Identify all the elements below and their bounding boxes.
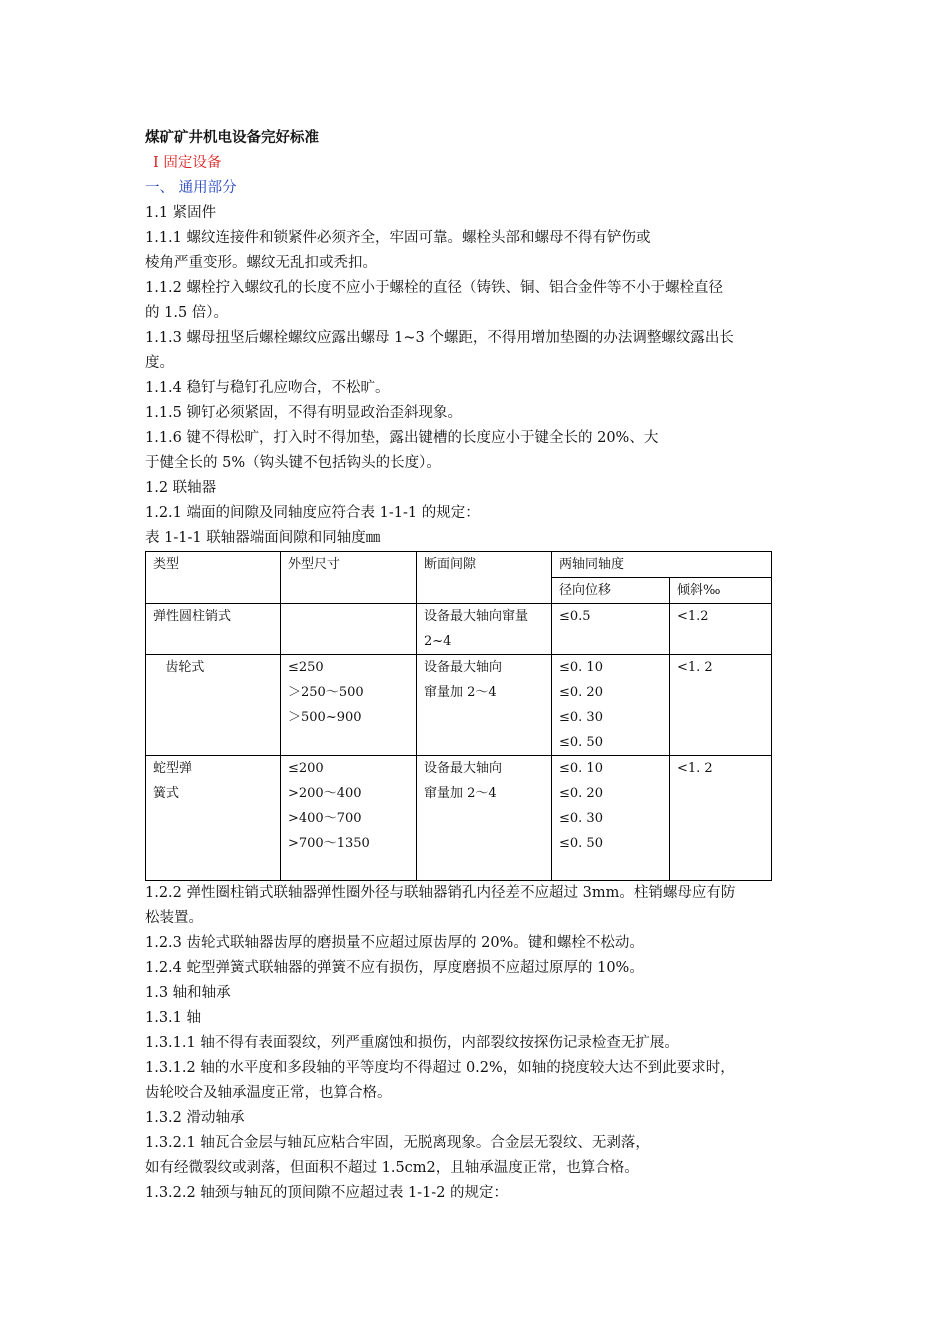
cell-text: ≤0. 50 bbox=[559, 836, 603, 851]
cell-text: ＞500~900 bbox=[288, 710, 362, 725]
cell-text: ≤0. 30 bbox=[559, 710, 603, 725]
table-row bbox=[146, 655, 772, 756]
header-radial: 径向位移 bbox=[552, 578, 670, 604]
cell-text: ≤200 bbox=[288, 761, 324, 776]
cell-text: 齿轮式 bbox=[153, 660, 205, 675]
text-line: 1.3.1.2 轴的水平度和多段轴的平等度均不得超过 0.2%，如轴的挠度较大达不到此要求时， bbox=[145, 1060, 735, 1076]
header-size: 外型尺寸 bbox=[281, 552, 417, 604]
cell-text: <1. 2 bbox=[677, 660, 713, 675]
text-line: 1.2.4 蛇型弹簧式联轴器的弹簧不应有损伤，厚度磨损不应超过原厚的 10%。 bbox=[145, 960, 644, 976]
table-row bbox=[146, 604, 772, 655]
text-line: 1.2.1 端面的间隙及同轴度应符合表 1-1-1 的规定： bbox=[145, 505, 480, 521]
table-body bbox=[146, 604, 772, 881]
cell-gap bbox=[417, 756, 552, 881]
text-line: 1.2.3 齿轮式联轴器齿厚的磨损量不应超过原齿厚的 20%。键和螺栓不松动。 bbox=[145, 935, 644, 951]
cell-text: >200～400 bbox=[288, 786, 362, 801]
cell-type bbox=[146, 604, 281, 655]
text-line: 1.3.2 滑动轴承 bbox=[145, 1110, 245, 1126]
cell-text: 2~4 bbox=[424, 634, 452, 649]
cell-gap bbox=[417, 655, 552, 756]
text-line: 1.3.2.2 轴颈与轴瓦的顶间隙不应超过表 1-1-2 的规定： bbox=[145, 1185, 509, 1201]
text-line: 1.1.6 键不得松旷，打入时不得加垫，露出键槽的长度应小于键全长的 20%、大 bbox=[145, 430, 659, 446]
cell-gap bbox=[417, 604, 552, 655]
cell-tilt bbox=[670, 604, 772, 655]
cell-text: ≤0. 10 bbox=[559, 761, 603, 776]
section-heading bbox=[145, 151, 810, 176]
text-line: 1.1 紧固件 bbox=[145, 205, 217, 221]
text-line: 1.2.2 弹性圈柱销式联轴器弹性圈外径与联轴器销孔内径差不应超过 3mm。柱销螺母应有防 bbox=[145, 885, 736, 901]
cell-radial bbox=[552, 604, 670, 655]
table-header-row bbox=[146, 552, 772, 578]
text-line: 1.1.1 螺纹连接件和锁紧件必须齐全，牢固可靠。螺栓头部和螺母不得有铲伤或 bbox=[145, 230, 651, 246]
text-line: 1.3.2.1 轴瓦合金层与轴瓦应粘合牢固，无脱离现象。合金层无裂纹、无剥落， bbox=[145, 1135, 650, 1151]
table-row bbox=[146, 756, 772, 881]
document-title: 煤矿矿井机电设备完好标准 bbox=[145, 130, 319, 146]
text-line: 齿轮咬合及轴承温度正常，也算合格。 bbox=[145, 1085, 392, 1101]
text-line: 1.1.5 铆钉必须紧固，不得有明显政治歪斜现象。 bbox=[145, 405, 463, 421]
header-gap: 断面间隙 bbox=[417, 552, 552, 604]
text-line: 1.1.4 稳钉与稳钉孔应吻合，不松旷。 bbox=[145, 380, 390, 396]
cell-text: <1.2 bbox=[677, 609, 709, 624]
cell-text: >700～1350 bbox=[288, 836, 370, 851]
cell-text: ≤0. 50 bbox=[559, 735, 603, 750]
cell-text: <1. 2 bbox=[677, 761, 713, 776]
cell-type bbox=[146, 756, 281, 881]
cell-text: 设备最大轴向窜量 bbox=[424, 609, 529, 624]
cell-text: ≤250 bbox=[288, 660, 324, 675]
cell-radial bbox=[552, 655, 670, 756]
cell-size bbox=[281, 756, 417, 881]
cell-text: 窜量加 2～4 bbox=[424, 786, 497, 801]
section-heading-text: Ⅰ 固定设备 bbox=[153, 155, 222, 171]
cell-text: ≤0. 20 bbox=[559, 786, 603, 801]
text-line: 表 1-1-1 联轴器端面间隙和同轴度㎜ bbox=[145, 530, 381, 546]
cell-text: 设备最大轴向 bbox=[424, 660, 503, 675]
cell-radial bbox=[552, 756, 670, 881]
paragraph-group-b bbox=[145, 881, 810, 1206]
cell-text: ≤0. 30 bbox=[559, 811, 603, 826]
cell-text: >400～700 bbox=[288, 811, 362, 826]
text-line: 松装置。 bbox=[145, 910, 203, 926]
coupling-table bbox=[145, 551, 772, 881]
text-line: 1.2 联轴器 bbox=[145, 480, 217, 496]
text-line: 如有经微裂纹或剥落，但面积不超过 1.5cm2，且轴承温度正常，也算合格。 bbox=[145, 1160, 639, 1176]
cell-text: 蛇型弹 bbox=[153, 761, 193, 776]
cell-size bbox=[281, 655, 417, 756]
cell-text: ≤0.5 bbox=[559, 609, 591, 624]
cell-text: ＞250～500 bbox=[288, 685, 364, 700]
document-body bbox=[145, 126, 810, 1206]
text-line: 的 1.5 倍）。 bbox=[145, 305, 229, 321]
cell-text: ≤0. 20 bbox=[559, 685, 603, 700]
cell-text: 设备最大轴向 bbox=[424, 761, 503, 776]
cell-text: 窜量加 2～4 bbox=[424, 685, 497, 700]
cell-tilt bbox=[670, 655, 772, 756]
text-line: 1.3.1.1 轴不得有表面裂纹，列严重腐蚀和损伤，内部裂纹按探伤记录检查无扩展。 bbox=[145, 1035, 679, 1051]
paragraph-group-a bbox=[145, 201, 810, 551]
text-line: 1.1.2 螺栓拧入螺纹孔的长度不应小于螺栓的直径（铸铁、铜、铝合金件等不小于螺栓直径 bbox=[145, 280, 723, 296]
cell-type bbox=[146, 655, 281, 756]
text-line: 1.1.3 螺母扭坚后螺栓螺纹应露出螺母 1~3 个螺距，不得用增加垫圈的办法调整螺纹露出长 bbox=[145, 330, 734, 346]
cell-text: 弹性圆柱销式 bbox=[153, 609, 232, 624]
cell-tilt bbox=[670, 756, 772, 881]
cell-size bbox=[281, 604, 417, 655]
header-coaxial: 两轴同轴度 bbox=[552, 552, 772, 578]
cell-text: ≤0. 10 bbox=[559, 660, 603, 675]
cell-text: 簧式 bbox=[153, 786, 180, 801]
part-heading: 一、 通用部分 bbox=[145, 180, 237, 196]
text-line: 棱角严重变形。螺纹无乱扣或秃扣。 bbox=[145, 255, 377, 271]
text-line: 1.3.1 轴 bbox=[145, 1010, 202, 1026]
text-line: 于健全长的 5%（钩头键不包括钩头的长度）。 bbox=[145, 455, 441, 471]
text-line: 度。 bbox=[145, 355, 174, 371]
header-tilt: 倾斜‰ bbox=[670, 578, 772, 604]
header-type: 类型 bbox=[146, 552, 281, 604]
text-line: 1.3 轴和轴承 bbox=[145, 985, 231, 1001]
